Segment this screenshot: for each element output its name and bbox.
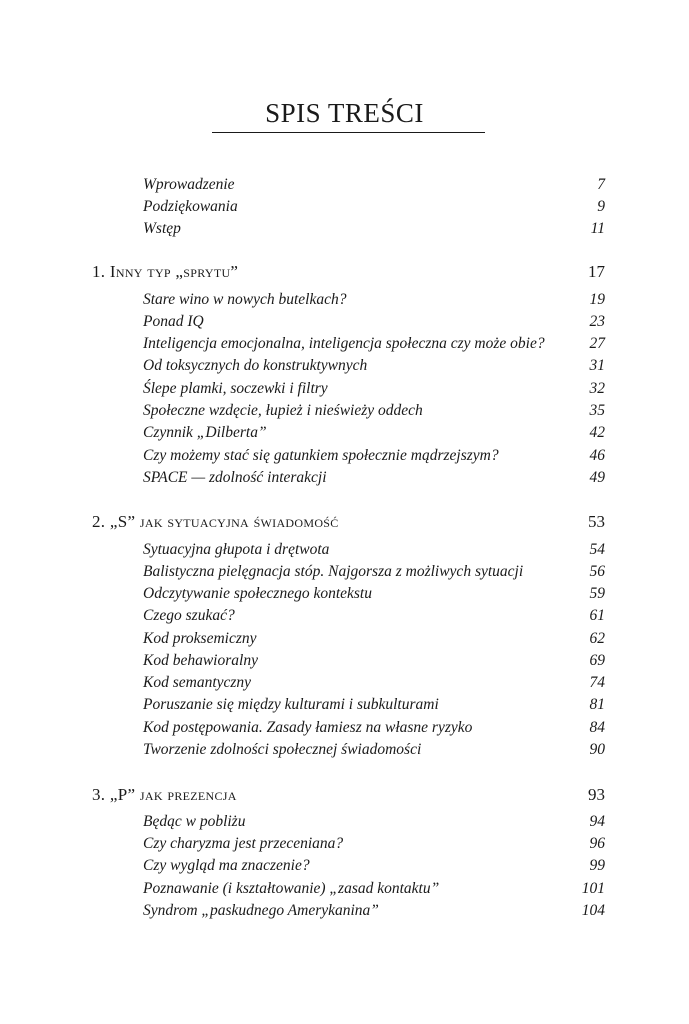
entry-page: 23 xyxy=(589,313,605,330)
entry-page: 101 xyxy=(581,880,605,897)
entry-title: Stare wino w nowych butelkach? xyxy=(143,291,347,308)
toc-entry xyxy=(0,717,689,739)
entry-title: Ponad IQ xyxy=(143,313,204,330)
page-title: SPIS TREŚCI xyxy=(265,98,424,128)
entry-page: 69 xyxy=(589,652,605,669)
chapter-page: 93 xyxy=(588,785,605,804)
toc-entry xyxy=(0,561,689,583)
entry-page: 81 xyxy=(589,696,605,713)
entry-page: 74 xyxy=(589,674,605,691)
toc-entry xyxy=(0,289,689,311)
toc-entry xyxy=(0,467,689,489)
toc-entry xyxy=(0,811,689,833)
toc-chapter xyxy=(0,785,689,807)
entry-page: 32 xyxy=(589,380,605,397)
entry-page: 84 xyxy=(589,719,605,736)
toc-entry xyxy=(0,833,689,855)
toc-chapter xyxy=(0,262,689,284)
entry-title: Balistyczna pielęgnacja stóp. Najgorsza z możliwych sytuacji xyxy=(143,563,524,580)
entry-page: 11 xyxy=(590,220,605,237)
toc-entry xyxy=(0,605,689,627)
toc-entry xyxy=(0,174,689,196)
toc-entry xyxy=(0,739,689,761)
title-underline xyxy=(212,132,485,133)
entry-page: 54 xyxy=(589,541,605,558)
entry-title: Czy charyzma jest przeceniana? xyxy=(143,835,344,852)
entry-page: 7 xyxy=(597,176,605,193)
toc-entry xyxy=(0,878,689,900)
entry-title: Będąc w pobliżu xyxy=(143,813,246,830)
chapter-title: 1. Inny typ „sprytu” xyxy=(92,262,239,281)
entry-title: Czy wygląd ma znaczenie? xyxy=(143,857,310,874)
entry-page: 19 xyxy=(589,291,605,308)
chapter-page: 53 xyxy=(588,512,605,531)
entry-page: 104 xyxy=(581,902,605,919)
entry-title: Sytuacyjna głupota i drętwota xyxy=(143,541,330,558)
toc-entry xyxy=(0,311,689,333)
entry-page: 31 xyxy=(589,357,605,374)
chapter-page: 17 xyxy=(588,262,605,281)
entry-page: 56 xyxy=(589,563,605,580)
toc-entry xyxy=(0,422,689,444)
toc-entry xyxy=(0,855,689,877)
toc-entry xyxy=(0,378,689,400)
toc-entry xyxy=(0,628,689,650)
entry-title: Inteligencja emocjonalna, inteligencja społeczna czy może obie? xyxy=(143,335,545,352)
chapter-title: 3. „P” jak prezencja xyxy=(92,785,237,804)
entry-title: Kod postępowania. Zasady łamiesz na własne ryzyko xyxy=(143,719,473,736)
entry-title: Wprowadzenie xyxy=(143,176,235,193)
entry-title: Syndrom „paskudnego Amerykanina” xyxy=(143,902,379,919)
toc-entry xyxy=(0,583,689,605)
entry-title: Czynnik „Dilberta” xyxy=(143,424,267,441)
toc-entry xyxy=(0,196,689,218)
entry-page: 49 xyxy=(589,469,605,486)
entry-title: Odczytywanie społecznego kontekstu xyxy=(143,585,372,602)
entry-title: Poznawanie (i kształtowanie) „zasad kontaktu” xyxy=(143,880,440,897)
entry-page: 9 xyxy=(597,198,605,215)
entry-title: Kod behawioralny xyxy=(143,652,258,669)
toc-entry xyxy=(0,400,689,422)
chapter-title: 2. „S” jak sytuacyjna świadomość xyxy=(92,512,339,531)
entry-page: 42 xyxy=(589,424,605,441)
entry-page: 94 xyxy=(589,813,605,830)
entry-title: SPACE — zdolność interakcji xyxy=(143,469,327,486)
toc-entry xyxy=(0,539,689,561)
toc-entry xyxy=(0,900,689,922)
entry-title: Ślepe plamki, soczewki i filtry xyxy=(143,380,328,397)
entry-title: Od toksycznych do konstruktywnych xyxy=(143,357,368,374)
toc-entry xyxy=(0,355,689,377)
entry-title: Podziękowania xyxy=(143,198,238,215)
toc-entry xyxy=(0,333,689,355)
entry-title: Tworzenie zdolności społecznej świadomości xyxy=(143,741,422,758)
entry-page: 62 xyxy=(589,630,605,647)
toc-chapter xyxy=(0,512,689,534)
entry-page: 90 xyxy=(589,741,605,758)
entry-title: Kod semantyczny xyxy=(143,674,252,691)
entry-title: Wstęp xyxy=(143,220,181,237)
entry-page: 99 xyxy=(589,857,605,874)
toc-entry xyxy=(0,218,689,240)
toc-entry xyxy=(0,672,689,694)
entry-title: Kod proksemiczny xyxy=(143,630,257,647)
toc-entry xyxy=(0,650,689,672)
entry-title: Poruszanie się między kulturami i subkulturami xyxy=(143,696,439,713)
entry-title: Czy możemy stać się gatunkiem społecznie mądrzejszym? xyxy=(143,447,499,464)
entry-title: Czego szukać? xyxy=(143,607,235,624)
entry-page: 96 xyxy=(589,835,605,852)
entry-page: 27 xyxy=(589,335,605,352)
entry-page: 61 xyxy=(589,607,605,624)
entry-page: 46 xyxy=(589,447,605,464)
entry-title: Społeczne wzdęcie, łupież i nieświeży oddech xyxy=(143,402,423,419)
entry-page: 35 xyxy=(589,402,605,419)
entry-page: 59 xyxy=(589,585,605,602)
toc-entry xyxy=(0,445,689,467)
toc-entry xyxy=(0,694,689,716)
